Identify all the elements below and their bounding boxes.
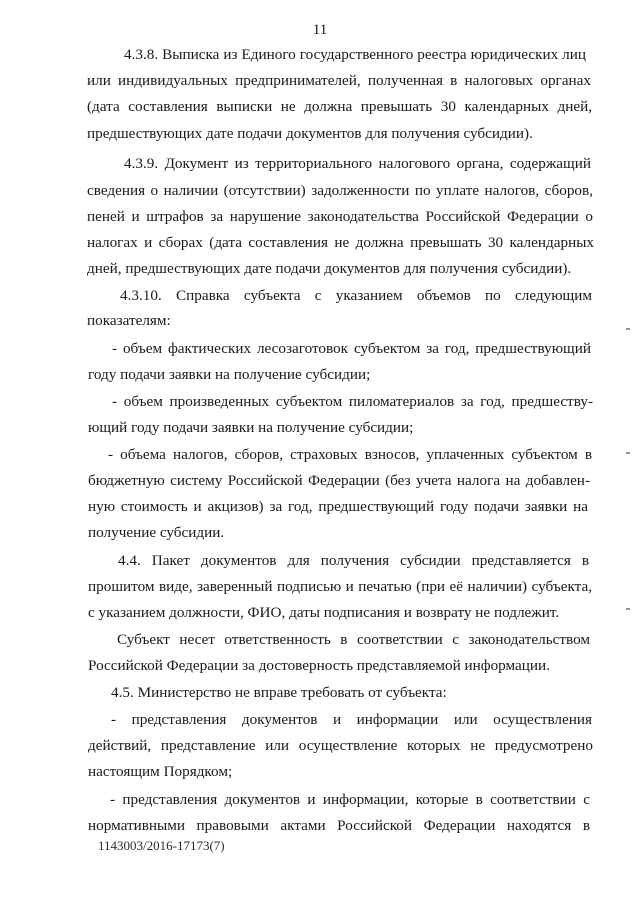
text-line: 4.3.8. Выписка из Единого государственного реестра юридических лиц [124,46,586,63]
text-line: (дата составления выписки не должна превышать 30 календарных дней, [87,98,592,115]
text-line: действий, представление или осуществление которых не предусмотрено [88,737,593,754]
text-line: с указанием должности, ФИО, даты подписания и возврату не подлежит. [88,604,560,621]
scan-mark [626,608,630,610]
text-line: бюджетную систему Российской Федерации (без учета налога на добавлен- [88,472,590,489]
text-line: Российской Федерации за достоверность представляемой информации. [88,657,550,674]
text-line: или индивидуальных предпринимателей, полученная в налоговых органах [87,72,591,89]
text-line: 4.5. Министерство не вправе требовать от субъекта: [111,684,447,701]
text-line: налогах и сборах (дата составления не должна превышать 30 календарных [87,234,594,251]
text-line: ную стоимость и акцизов) за год, предшествующий году подачи заявки на [88,498,588,515]
text-line: - объем произведенных субъектом пиломатериалов за год, предшеству- [112,393,593,410]
text-line: настоящим Порядком; [88,763,233,780]
text-line: - представления документов и информации, которые в соответствии с [110,791,590,808]
scan-mark [626,452,630,454]
text-line: получение субсидии. [88,524,225,541]
text-line: - объем фактических лесозаготовок субъектом за год, предшествующий [112,340,591,357]
text-line: 4.3.10. Справка субъекта с указанием объемов по следующим [120,287,592,304]
scan-mark [626,328,630,330]
text-line: ющий году подачи заявки на получение субсидии; [88,419,414,436]
text-line: году подачи заявки на получение субсидии; [88,366,371,383]
text-line: 4.3.9. Документ из территориального налогового органа, содержащий [124,155,591,172]
text-line: показателям: [87,312,171,329]
page-number: 11 [312,22,328,38]
document-footer-code: 1143003/2016-17173(7) [98,838,225,853]
text-line: прошитом виде, заверенный подписью и печатью (при её наличии) субъекта, [88,578,592,595]
text-line: нормативными правовыми актами Российской Федерации находятся в [88,817,590,834]
text-line: дней, предшествующих дате подачи документов для получения субсидии). [87,260,572,277]
text-line: - представления документов и информации или осуществления [111,711,592,728]
text-line: 4.4. Пакет документов для получения субсидии представляется в [118,552,589,569]
text-line: сведения о наличии (отсутствии) задолженности по уплате налогов, сборов, [87,182,593,199]
text-line: - объема налогов, сборов, страховых взносов, уплаченных субъектом в [108,446,592,463]
text-line: Субъект несет ответственность в соответствии с законодательством [117,631,590,648]
text-line: предшествующих дате подачи документов для получения субсидии). [87,125,533,142]
text-line: пеней и штрафов за нарушение законодательства Российской Федерации о [87,208,593,225]
